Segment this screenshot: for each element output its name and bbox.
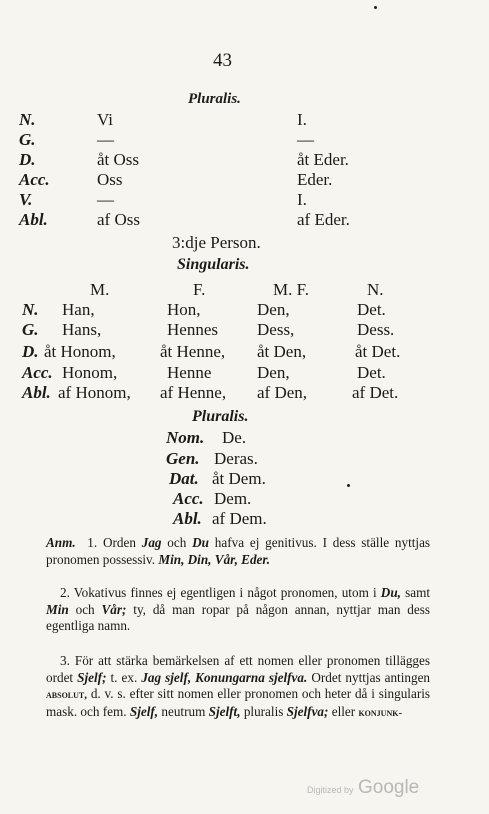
form-first: Oss	[97, 170, 123, 189]
note-term: Du	[192, 535, 209, 550]
note-term: Sjelfva;	[286, 703, 329, 719]
gender-header: F.	[193, 280, 206, 299]
form-neuter: Dess.	[357, 320, 395, 339]
form: De.	[222, 428, 247, 447]
case-label: V.	[19, 190, 33, 209]
note-text: och	[75, 601, 95, 617]
note-2	[46, 585, 430, 635]
form-neuter: Det.	[357, 363, 386, 382]
note-term: Jag	[141, 535, 162, 550]
form-feminine: Henne	[167, 363, 212, 382]
form-first: —	[97, 190, 114, 209]
watermark-prefix: Digitized by	[307, 785, 354, 795]
note-text: eller	[331, 703, 356, 719]
gender-header: M. F.	[273, 280, 309, 299]
note-term: Min, Din, Vår, Eder.	[158, 551, 271, 567]
gender-header: N.	[367, 280, 384, 299]
third-person-heading: 3:dje Person.	[172, 233, 261, 252]
note-text: pluralis	[243, 703, 284, 719]
form: Deras.	[214, 449, 258, 468]
ink-speck	[347, 484, 350, 487]
case-label: Acc.	[173, 489, 204, 508]
form-common: Den,	[257, 300, 290, 319]
note-text: hafva ej genitivus. I dess ställe nyttjas pronomen possessiv.	[46, 535, 431, 567]
note-term: Sjelf;	[77, 669, 107, 685]
form-feminine: åt Henne,	[160, 342, 226, 361]
form-neuter: af Det.	[352, 383, 399, 402]
note-text: Orden	[102, 535, 136, 550]
plural3-title: Pluralis.	[192, 408, 249, 425]
case-label: Abl.	[22, 383, 51, 402]
digitized-watermark	[307, 777, 419, 799]
note-text: För att stärka bemärkelsen af ett nomen eller pronomen tillägges ordet	[46, 653, 431, 685]
form-first: åt Oss	[97, 150, 140, 169]
form-first: —	[97, 130, 114, 149]
note-text: Ordet nyttjas antingen	[311, 669, 431, 685]
singular-title: Singularis.	[177, 256, 250, 273]
form-second: åt Eder.	[297, 150, 349, 169]
note-text: d. v. s. efter sitt nomen eller pronomen och heter då i singularis mask. och fem.	[46, 686, 431, 719]
note-number: 1.	[87, 535, 98, 550]
gender-header: M.	[90, 280, 110, 299]
note-text: Vokativus finnes ej egentligen i något pronomen, utom i	[73, 585, 377, 600]
form-second: I.	[297, 110, 307, 129]
case-label: Dat.	[169, 469, 199, 488]
case-label: G.	[22, 320, 39, 339]
form-second: Eder.	[297, 170, 333, 189]
form-common: åt Den,	[257, 342, 307, 361]
ink-speck	[374, 6, 377, 9]
form-feminine: Hon,	[167, 300, 201, 319]
form-masculine: Honom,	[62, 363, 118, 382]
note-term: konjunk-	[358, 706, 403, 719]
form: åt Dem.	[212, 469, 266, 488]
case-label: Nom.	[166, 428, 205, 447]
form-masculine: af Honom,	[58, 383, 131, 402]
form-common: Den,	[257, 363, 290, 382]
case-label: N.	[22, 300, 39, 319]
case-label: D.	[22, 342, 39, 361]
note-text: ty, då man ropar på någon annan, nyttjar man dess egentliga namn.	[46, 601, 430, 633]
note-number: 3.	[60, 653, 70, 668]
form-first: Vi	[97, 110, 113, 129]
form-first: af Oss	[97, 210, 140, 229]
form-second: —	[297, 130, 314, 149]
note-term: absolut,	[46, 689, 87, 701]
form-common: af Den,	[257, 383, 308, 402]
note-3	[46, 653, 430, 721]
form-feminine: af Henne,	[160, 383, 227, 402]
case-label: G.	[19, 130, 36, 149]
form: af Dem.	[212, 509, 267, 528]
note-term: Sjelf,	[129, 703, 159, 719]
note-text: neutrum	[161, 703, 206, 719]
case-label: Abl.	[173, 509, 202, 528]
form-masculine: Hans,	[62, 320, 102, 339]
page-number: 43	[213, 50, 232, 71]
plural-title: Pluralis.	[188, 91, 241, 107]
case-label: D.	[19, 150, 36, 169]
case-label: N.	[19, 110, 36, 129]
case-label: Acc.	[22, 363, 53, 382]
form-masculine: Han,	[62, 300, 95, 319]
note-term: Du,	[380, 585, 401, 600]
case-label: Abl.	[19, 210, 48, 229]
form-neuter: Det.	[357, 300, 386, 319]
form-feminine: Hennes	[167, 320, 218, 339]
form-neuter: åt Det.	[355, 342, 401, 361]
note-text: samt	[405, 585, 431, 600]
form-masculine: åt Honom,	[44, 342, 116, 361]
note-1	[46, 535, 430, 568]
case-label: Acc.	[19, 170, 50, 189]
case-label: Gen.	[166, 449, 200, 468]
note-term: Jag sjelf, Konungarna sjelfva.	[141, 669, 308, 685]
google-logo: Google	[357, 777, 420, 798]
note-text: t. ex.	[110, 669, 138, 685]
form: Dem.	[214, 489, 252, 508]
note-term: Vår;	[101, 601, 127, 617]
form-second: I.	[297, 190, 307, 209]
form-second: af Eder.	[297, 210, 350, 229]
note-number: 2.	[60, 585, 70, 600]
note-term: Sjelft,	[208, 703, 241, 719]
note-text: och	[167, 535, 187, 550]
note-term: Min	[46, 601, 69, 617]
form-common: Dess,	[257, 320, 295, 339]
anm-label: Anm.	[46, 535, 76, 550]
